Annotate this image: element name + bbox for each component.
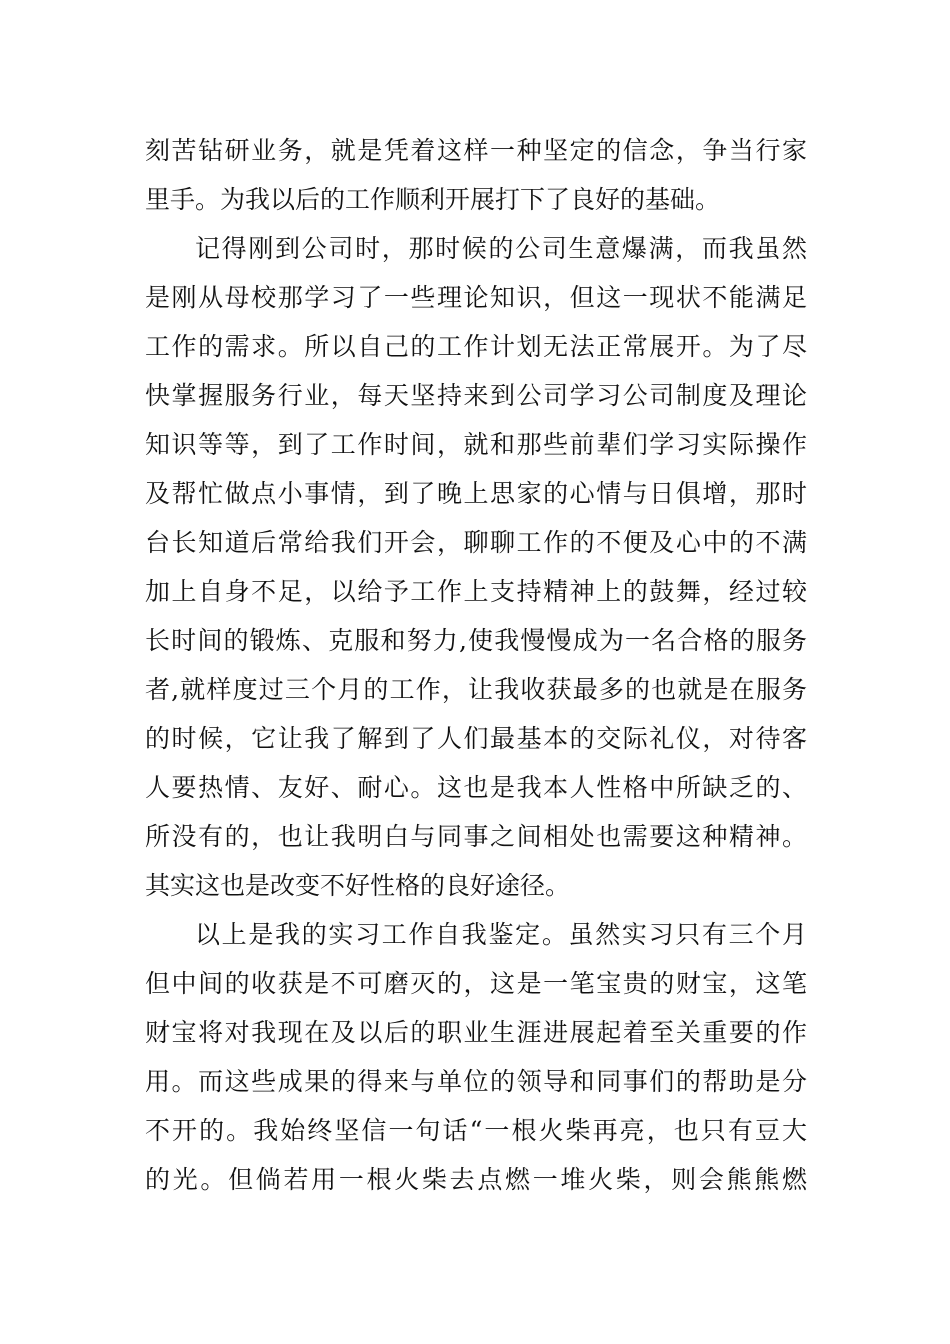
text-line: 人要热情、友好、耐心。这也是我本人性格中所缺乏的、: [145, 773, 807, 802]
text-line: 者,就样度过三个月的工作，让我收获最多的也就是在服务: [145, 675, 807, 704]
paragraph-2: [145, 224, 807, 910]
text-line: 台长知道后常给我们开会，聊聊工作的不便及心中的不满: [145, 528, 807, 557]
paragraph-3: [145, 910, 807, 1204]
text-line: 的光。但倘若用一根火柴去点燃一堆火柴，则会熊熊燃: [145, 1165, 807, 1194]
text-line: 知识等等，到了工作时间，就和那些前辈们学习实际操作: [145, 430, 807, 459]
text-line: 其实这也是改变不好性格的良好途径。: [145, 871, 571, 900]
text-line: 财宝将对我现在及以后的职业生涯进展起着至关重要的作: [145, 1018, 807, 1047]
document-body: [145, 126, 807, 1204]
paragraph-1: [145, 126, 807, 224]
text-line: 加上自身不足，以给予工作上支持精神上的鼓舞，经过较: [145, 577, 807, 606]
text-line: 刻苦钻研业务，就是凭着这样一种坚定的信念，争当行家: [145, 136, 807, 165]
text-line: 工作的需求。所以自己的工作计划无法正常展开。为了尽: [145, 332, 807, 361]
text-line: 所没有的，也让我明白与同事之间相处也需要这种精神。: [145, 822, 807, 851]
text-line: 长时间的锻炼、克服和努力,使我慢慢成为一名合格的服务: [145, 626, 807, 655]
text-line: 但中间的收获是不可磨灭的，这是一笔宝贵的财宝，这笔: [145, 969, 807, 998]
text-line: 里手。为我以后的工作顺利开展打下了良好的基础。: [145, 185, 721, 214]
text-line: 记得刚到公司时，那时候的公司生意爆满，而我虽然: [195, 234, 807, 263]
text-line: 及帮忙做点小事情，到了晚上思家的心情与日俱增，那时: [145, 479, 807, 508]
text-line: 用。而这些成果的得来与单位的领导和同事们的帮助是分: [145, 1067, 807, 1096]
text-line: 不开的。我始终坚信一句话“一根火柴再亮，也只有豆大: [145, 1116, 807, 1145]
text-line: 以上是我的实习工作自我鉴定。虽然实习只有三个月: [195, 920, 807, 949]
text-line: 是刚从母校那学习了一些理论知识，但这一现状不能满足: [145, 283, 807, 312]
text-line: 的时候，它让我了解到了人们最基本的交际礼仪，对待客: [145, 724, 807, 753]
text-line: 快掌握服务行业，每天坚持来到公司学习公司制度及理论: [145, 381, 807, 410]
